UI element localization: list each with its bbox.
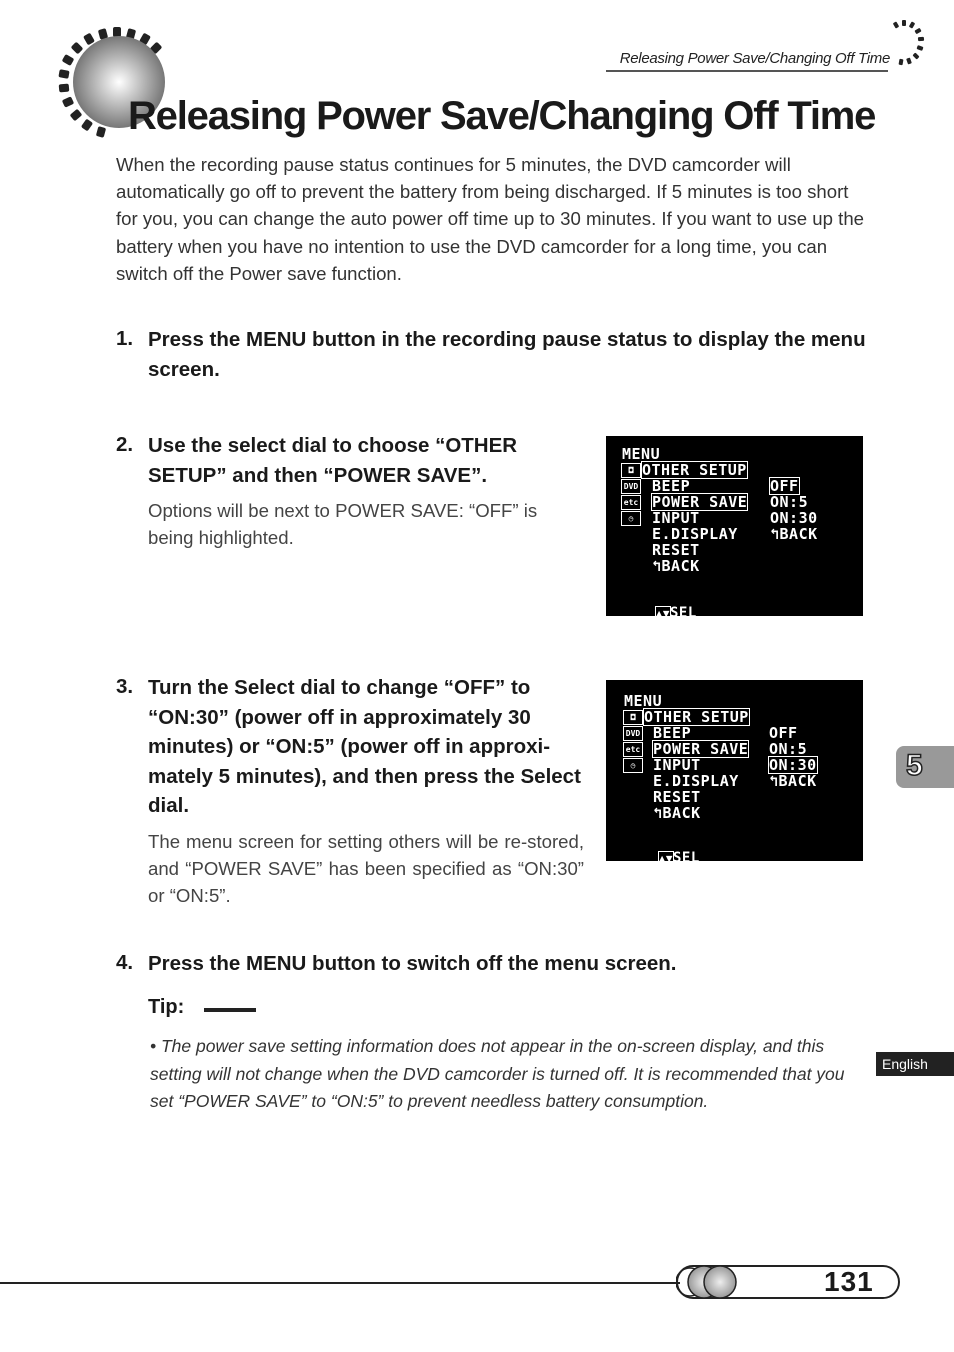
screen-1-sel: SEL (669, 605, 697, 621)
intro-paragraph: When the recording pause status continues for 5 minutes, the DVD camcorder will automatically go off to prevent the battery from being discharged. If 5 minutes is too short for you, you can change the auto power off time up to 30 minutes. If you want to use up the battery when you have no intention to use the DVD camcorder for a long time, you can switch off the Power save function. (116, 154, 865, 284)
screen-1-exit: EXIT (681, 640, 718, 656)
clock-icon: ◷ (621, 511, 641, 526)
footer-divider (0, 1282, 680, 1284)
screen-1-option-back: ↰BACK (770, 525, 818, 543)
tip-text: • The power save setting information does not appear in the on-screen display, and this setting will not change when the DVD camcorder is turned off. It is recommended that you set “POWER SAVE” to “ON:5” to prevent needless battery consumption. (150, 1036, 845, 1111)
screen-2-sel: SEL (672, 850, 700, 866)
step-4-number: 4. (116, 951, 134, 974)
step-3-note: The menu screen for setting others will be re-stored, and “POWER SAVE” has been specified as “ON:30” or “ON:5”. (148, 831, 584, 906)
page-title: Releasing Power Save/Changing Off Time (128, 94, 876, 138)
screen-1-option-on30: ON:30 (770, 509, 818, 527)
screen-2-option-off: OFF (769, 724, 798, 742)
step-3-text: Turn the Select dial to change “OFF” to “ON:30” (power off in approximately 30 minutes) or “ON:5” (power off in approxi-mately 5 minutes), and then press the Select dial. (148, 676, 581, 818)
chapter-number: 5 (906, 749, 923, 782)
running-header: Releasing Power Save/Changing Off Time (619, 50, 890, 67)
tip-label: Tip: (148, 996, 185, 1018)
screen-2-push: PUSH (658, 871, 685, 882)
screen-2-item-back: ↰BACK (653, 804, 701, 822)
screen-2-menu-title: MENU (624, 692, 663, 710)
step-1-text: Press the MENU button in the recording pause status to display the menu screen. (148, 328, 866, 381)
language-tab: English (876, 1052, 954, 1076)
screen-2-item-beep: BEEP (653, 724, 692, 742)
screen-1-item-input: INPUT (652, 509, 700, 527)
screen-1-item-back: ↰BACK (652, 557, 700, 575)
tip-divider (204, 1008, 256, 1012)
screen-2-option-back: ↰BACK (769, 772, 817, 790)
screen-2-option-on5: ON:5 (769, 740, 808, 758)
screen-2-item-other-setup: OTHER SETUP (644, 708, 749, 726)
up-down-arrows-icon: ▲▼ (655, 607, 670, 620)
camera-icon: ◘ (621, 463, 641, 478)
screen-1-option-off: OFF (770, 477, 799, 495)
footer-circles-graphic (676, 1264, 742, 1300)
screen-2-exit: EXIT (684, 885, 721, 901)
screen-1-option-on5: ON:5 (770, 493, 809, 511)
screen-1-footer (620, 589, 718, 674)
step-2-note: Options will be next to POWER SAVE: “OFF” is being highlighted. (148, 500, 538, 548)
screen-2-footer (623, 834, 721, 919)
step-2-number: 2. (116, 433, 134, 456)
clock-icon: ◷ (623, 758, 643, 773)
etc-icon: etc (621, 495, 641, 510)
header-ornament-graphic (888, 20, 928, 72)
step-2-text: Use the select dial to choose “OTHER SETUP” and then “POWER SAVE”. (148, 434, 518, 487)
screen-2-item-edisplay: E.DISPLAY (653, 772, 739, 790)
screen-1-menu-key: MENU (655, 644, 682, 655)
screen-2-menu-key: MENU (658, 889, 685, 900)
screen-1-item-other-setup: OTHER SETUP (642, 461, 747, 479)
step-1-number: 1. (116, 327, 134, 350)
camera-icon: ◘ (623, 710, 643, 725)
screen-1-item-reset: RESET (652, 541, 700, 559)
screen-1-menu-title: MENU (622, 445, 661, 463)
dvd-icon: DVD (621, 479, 641, 494)
screen-1-set: SET (681, 622, 709, 638)
step-3-number: 3. (116, 675, 134, 698)
screen-1-push: PUSH (655, 626, 682, 637)
screen-2-item-reset: RESET (653, 788, 701, 806)
page-number: 131 (824, 1266, 874, 1297)
screen-1-item-power-save: POWER SAVE (652, 493, 748, 511)
header-divider (606, 70, 888, 72)
screen-1-item-beep: BEEP (652, 477, 691, 495)
step-4-text: Press the MENU button to switch off the menu screen. (148, 952, 677, 975)
etc-icon: etc (623, 742, 643, 757)
menu-screen-1 (606, 436, 863, 656)
menu-screen-2 (606, 680, 863, 901)
screen-2-set: SET (684, 867, 712, 883)
screen-2-item-power-save: POWER SAVE (653, 740, 749, 758)
screen-2-option-on30: ON:30 (769, 756, 817, 774)
dvd-icon: DVD (623, 726, 643, 741)
chapter-tab (896, 746, 954, 788)
screen-1-item-edisplay: E.DISPLAY (652, 525, 738, 543)
screen-2-item-input: INPUT (653, 756, 701, 774)
up-down-arrows-icon: ▲▼ (658, 852, 673, 865)
